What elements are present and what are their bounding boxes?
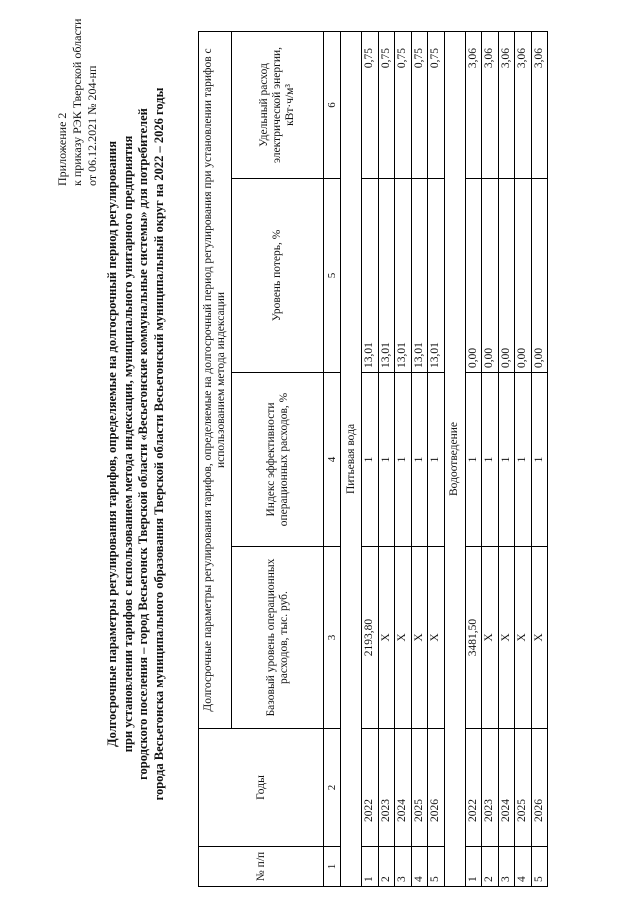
table-row [482,31,499,886]
header-group: Долгосрочные параметры регулирования тарифов, определяемые на долгосрочный период регулирования при установлении тарифов с использованием метода индексации [199,31,232,728]
table-row [411,31,428,886]
row-number: 1 [465,847,482,887]
row-loss-level: 0,00 [465,179,482,373]
appendix-block [55,11,100,186]
parameters-table [198,31,548,887]
row-loss-level: 0,00 [498,179,515,373]
row-number: 3 [395,847,412,887]
row-base-level: 2193,80 [362,547,379,729]
row-efficiency-index: 1 [428,373,445,547]
title-line-2: при установлении тарифов с использованием метода индексации, муниципального унитарного предприятия [120,135,135,753]
row-number: 5 [531,847,548,887]
section-title: Питьевая вода [341,31,362,886]
row-efficiency-index: 1 [531,373,548,547]
table-row [428,31,445,886]
col-number: 6 [324,31,341,178]
title-line-3: городского поселения – город Весьегонск Тверской области «Весьегонские коммунальные системы» для потребителей [136,108,150,780]
row-loss-level: 0,00 [482,179,499,373]
row-loss-level: 13,01 [362,179,379,373]
row-number: 1 [362,847,379,887]
table-row [395,31,412,886]
header-num: № п/п [199,847,324,887]
table-row [362,31,379,886]
row-year: 2024 [395,729,412,847]
row-number: 3 [498,847,515,887]
table-row [498,31,515,886]
row-efficiency-index: 1 [482,373,499,547]
row-energy: 0,75 [411,31,428,178]
col-number: 1 [324,847,341,887]
title-line-4: города Весьегонска муниципального образования Тверской области Весьегонский муниципальный округ на 2022 – 2026 годы [151,87,166,801]
row-loss-level: 0,00 [515,179,532,373]
section-title: Водоотведение [444,31,465,886]
col-number: 4 [324,373,341,547]
row-base-level: X [378,547,395,729]
row-base-level: X [531,547,548,729]
title-line-1: Долгосрочные параметры регулирования тарифов, определяемые на долгосрочный период регулирования [105,141,119,748]
row-efficiency-index: 1 [378,373,395,547]
row-energy: 0,75 [395,31,412,178]
document-title [105,79,167,809]
section-header-row [341,31,362,886]
row-year: 2025 [515,729,532,847]
row-energy: 3,06 [498,31,515,178]
row-energy: 3,06 [465,31,482,178]
table-row [515,31,532,886]
col-number: 3 [324,547,341,729]
row-base-level: 3481,50 [465,547,482,729]
row-year: 2026 [531,729,548,847]
row-base-level: X [498,547,515,729]
row-loss-level: 13,01 [411,179,428,373]
row-energy: 3,06 [482,31,499,178]
row-year: 2022 [362,729,379,847]
header-years: Годы [199,729,324,847]
row-energy: 0,75 [362,31,379,178]
appendix-line-2: к приказу РЭК Тверской области [70,18,84,186]
section-header-row [444,31,465,886]
row-year: 2026 [428,729,445,847]
row-energy: 0,75 [378,31,395,178]
row-number: 2 [482,847,499,887]
row-number: 4 [411,847,428,887]
header-base-level: Базовый уровень операционных расходов, тыс. руб. [232,547,324,729]
col-number: 5 [324,179,341,373]
row-energy: 3,06 [515,31,532,178]
header-energy-consumption: Удельный расход электрической энергии, кВт·ч/м³ [232,31,324,178]
row-number: 5 [428,847,445,887]
row-loss-level: 0,00 [531,179,548,373]
header-efficiency-index: Индекс эффективности операционных расходов, % [232,373,324,547]
row-base-level: X [515,547,532,729]
row-efficiency-index: 1 [498,373,515,547]
header-loss-level: Уровень потерь, % [232,179,324,373]
row-energy: 3,06 [531,31,548,178]
row-loss-level: 13,01 [395,179,412,373]
row-efficiency-index: 1 [515,373,532,547]
table-row [378,31,395,886]
row-base-level: X [428,547,445,729]
row-base-level: X [482,547,499,729]
appendix-line-3: от 06.12.2021 № 204-нп [85,65,99,186]
row-year: 2023 [482,729,499,847]
row-loss-level: 13,01 [428,179,445,373]
row-number: 4 [515,847,532,887]
row-efficiency-index: 1 [411,373,428,547]
row-year: 2024 [498,729,515,847]
row-year: 2023 [378,729,395,847]
row-energy: 0,75 [428,31,445,178]
row-efficiency-index: 1 [465,373,482,547]
row-year: 2022 [465,729,482,847]
row-year: 2025 [411,729,428,847]
col-number: 2 [324,729,341,847]
row-efficiency-index: 1 [362,373,379,547]
row-base-level: X [395,547,412,729]
appendix-line-1: Приложение 2 [55,112,69,186]
table-row [531,31,548,886]
row-efficiency-index: 1 [395,373,412,547]
row-base-level: X [411,547,428,729]
row-loss-level: 13,01 [378,179,395,373]
row-number: 2 [378,847,395,887]
table-row [465,31,482,886]
